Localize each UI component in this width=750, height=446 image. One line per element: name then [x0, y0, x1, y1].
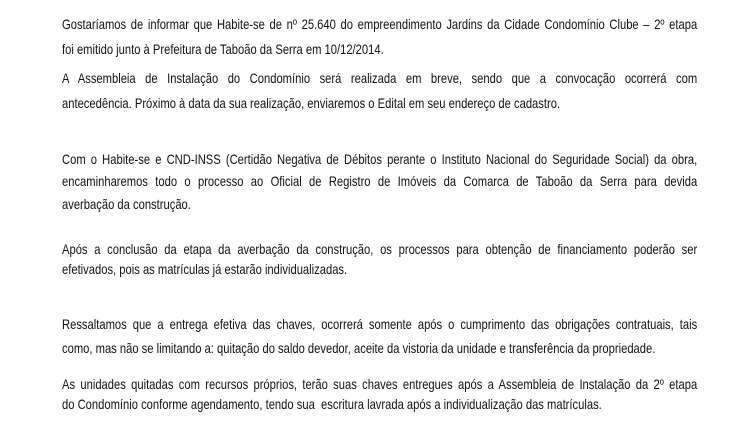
- paragraph-4-line-2: efetivados, pois as matrículas já estarão individualizadas.: [62, 261, 348, 277]
- paragraph-6-line-1: As unidades quitadas com recursos próprios, terão suas chaves entregues após a Assembleia de Instalação da 2º etapa: [62, 376, 698, 392]
- paragraph-1-line-2: foi emitido junto à Prefeitura de Taboão da Serra em 10/12/2014.: [62, 41, 384, 57]
- paragraph-2-line-1: A Assembleia de Instalação do Condomínio será realizada em breve, sendo que a convocação ocorrerá com: [62, 70, 698, 86]
- paragraph-2-line-2: antecedência. Próximo à data da sua realização, enviaremos o Edital em seu endereço de cadastro.: [62, 95, 561, 111]
- paragraph-6-line-2: do Condomínio conforme agendamento, tendo sua escritura lavrada após a individualização das matrículas.: [62, 396, 602, 412]
- paragraph-3-line-3: averbação da construção.: [62, 196, 191, 212]
- paragraph-3-line-2: encaminharemos todo o processo ao Oficial de Registro de Imóveis da Comarca de Taboão da Serra para devida: [62, 173, 698, 189]
- paragraph-5-line-2: como, mas não se limitando a: quitação do saldo devedor, aceite da vistoria da unidade e transferência da propriedade.: [62, 340, 656, 356]
- paragraph-3-line-1: Com o Habite-se e CND-INSS (Certidão Negativa de Débitos perante o Instituto Nacional do Seguridade Social) da obra,: [62, 151, 698, 167]
- paragraph-1-line-1: Gostaríamos de informar que Habite-se de nº 25.640 do empreendimento Jardins da Cidade Condomínio Clube – 2º etapa: [62, 16, 698, 32]
- paragraph-5-line-1: Ressaltamos que a entrega efetiva das chaves, ocorrerá somente após o cumprimento das obrigações contratuais, tais: [62, 316, 698, 332]
- paragraph-4-line-1: Após a conclusão da etapa da averbação da construção, os processos para obtenção de financiamento poderão ser: [62, 241, 698, 257]
